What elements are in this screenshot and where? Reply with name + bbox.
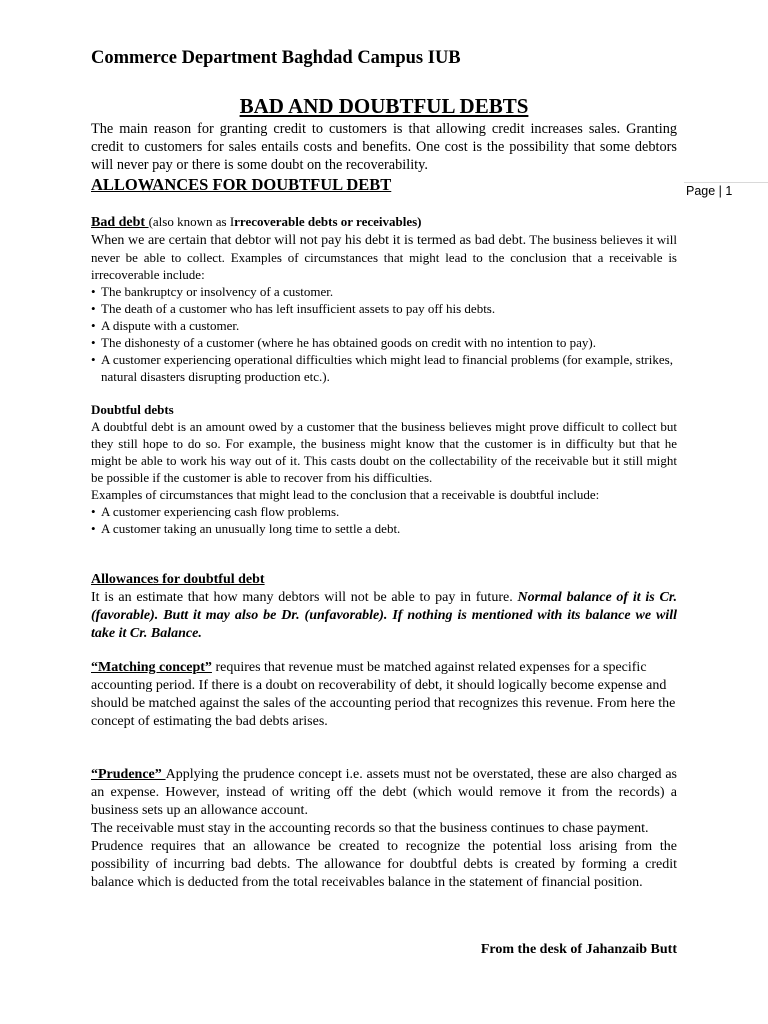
prudence-text-1: Applying the prudence concept i.e. assets must not be overstated, these are also charged as an expense. However, instead of writing off the debt (which would remove it from the records) a business sets up an allowance account.	[91, 767, 678, 818]
list-item: • A customer experiencing operational difficulties which might lead to financial problems (for example, strikes, natural disasters disrupting production etc.).	[91, 351, 677, 385]
document-header: Commerce Department Baghdad Campus IUB	[91, 48, 461, 68]
list-item: • The dishonesty of a customer (where he has obtained goods on credit with no intention to pay).	[91, 334, 677, 351]
bad-debt-heading	[91, 213, 677, 231]
doubtful-debts-heading: Doubtful debts	[91, 402, 174, 417]
prudence-paragraph-3: Prudence requires that an allowance be created to recognize the potential loss arising from the possibility of incurring bad debts. The allowance for doubtful debts is created by forming a credit balance which is deducted from the total receivables balance in the statement of financial position.	[91, 839, 677, 890]
prudence-term: “Prudence”	[91, 767, 166, 782]
document-title: BAD AND DOUBTFUL DEBTS	[239, 94, 529, 118]
prudence-section	[91, 766, 677, 892]
list-item: • A dispute with a customer.	[91, 317, 677, 334]
doubtful-debts-list	[91, 503, 677, 537]
prudence-paragraph-1	[91, 766, 677, 820]
matching-text-1: requires that revenue must be matched against related expenses for a specific	[211, 660, 647, 675]
page-number: Page | 1	[686, 184, 733, 198]
allowances-section-heading: Allowances for doubtful debt	[91, 572, 265, 587]
allowances-emphasis: Normal balance of it is Cr.(favorable). Butt it may also be Dr. (unfavorable). If nothing is mentioned with its balance we will take it Cr. Balance.	[91, 590, 678, 641]
list-item: • A customer experiencing cash flow problems.	[91, 503, 677, 520]
intro-section	[91, 120, 677, 174]
author-signature: From the desk of Jahanzaib Butt	[480, 942, 677, 957]
bad-debt-aka-prefix: (also known as I	[148, 214, 235, 229]
intro-paragraph: The main reason for granting credit to customers is that allowing credit increases sales. Granting credit to customers for sales entails costs and benefits. One cost is the possibility that some debtors will never pay or there is some doubt on the recoverability.	[91, 121, 677, 173]
bad-debt-aka-bold: rrecoverable debts or receivables)	[234, 214, 422, 229]
prudence-paragraph-2: The receivable must stay in the accounting records so that the business continues to chase payment.	[91, 821, 649, 836]
doubtful-debts-paragraph: A doubtful debt is an amount owed by a customer that the business believes might prove difficult to collect but they still hope to do so. For example, the business might know that the customer is in difficulty but that he might be able to work his way out of it. This casts doubt on the collectability of the receivable but it still might be possible if the customer is able to recover from his difficulties.	[91, 419, 677, 485]
doubtful-debts-examples: Examples of circumstances that might lead to the conclusion that a receivable is doubtful include:	[91, 487, 600, 502]
matching-concept-section	[91, 659, 677, 731]
list-item: • The bankruptcy or insolvency of a customer.	[91, 283, 677, 300]
bad-debt-explanation: The business believes it will never be able to collect. Examples of circumstances that might lead to the conclusion that a receivable is irrecoverable include:	[91, 232, 677, 282]
bad-debt-paragraph	[91, 231, 677, 283]
allowances-text: It is an estimate that how many debtors will not be able to pay in future.	[91, 590, 518, 605]
matching-paragraph-2: accounting period. If there is a doubt on recoverability of debt, it should logically become expense and should be matched against the sales of the accounting period that recognizes this revenue. From here the concept of estimating the bad debts arises.	[91, 678, 676, 729]
allowances-paragraph	[91, 589, 677, 643]
allowances-section	[91, 571, 677, 643]
matching-paragraph-1	[91, 659, 677, 677]
bad-debt-definition: When we are certain that debtor will not pay his debt it is termed as bad debt.	[91, 233, 527, 248]
page-number-rule	[684, 182, 768, 183]
allowances-heading: ALLOWANCES FOR DOUBTFUL DEBT	[91, 175, 392, 194]
doubtful-debts-section	[91, 401, 677, 537]
bad-debt-section	[91, 213, 677, 385]
list-item: • The death of a customer who has left insufficient assets to pay off his debts.	[91, 300, 677, 317]
bad-debt-term: Bad debt	[91, 215, 149, 230]
matching-term: “Matching concept”	[91, 660, 212, 675]
bad-debt-list	[91, 283, 677, 385]
list-item: • A customer taking an unusually long time to settle a debt.	[91, 520, 677, 537]
